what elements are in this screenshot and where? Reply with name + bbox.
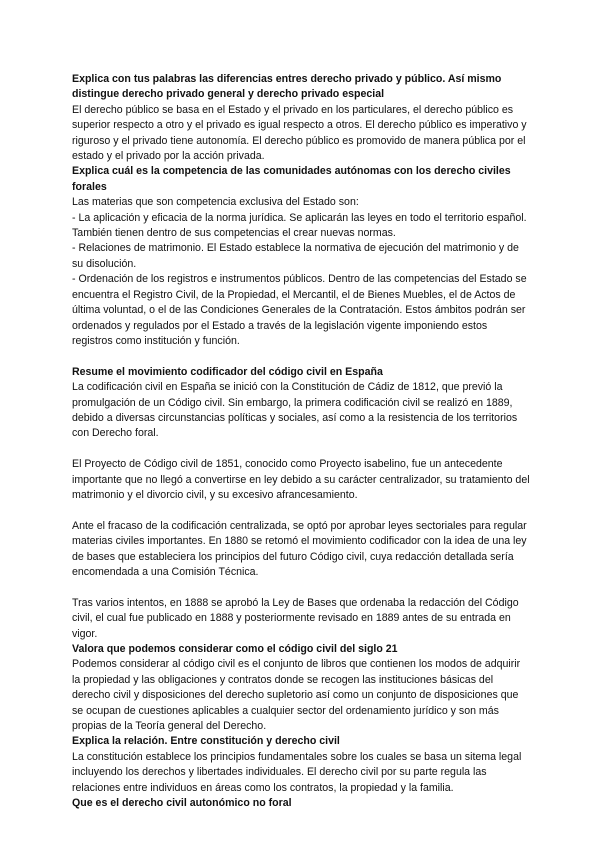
- question-heading: Resume el movimiento codificador del código civil en España: [72, 365, 383, 378]
- answer-paragraph: Tras varios intentos, en 1888 se aprobó la Ley de Bases que ordenaba la redacción del Código civil, el cual fue publicado en 1888 y posteriormente revisado en 1889 antes de su entrada en vigor.: [72, 596, 519, 640]
- section-civil-code-21st-century: [72, 642, 530, 734]
- blank-line: [72, 580, 530, 595]
- section-constitution-civil-law: [72, 734, 530, 796]
- answer-paragraph: La codificación civil en España se inició con la Constitución de Cádiz de 1812, que previó la promulgación de un Código civil. Sin embargo, la primera codificación civil se realizó en 1889, debido a diversas circunstancias políticas y sociales, así como a la resistencia de los territorios con Derecho foral.: [72, 381, 518, 440]
- answer-list-item: - Ordenación de los registros e instrumentos públicos. Dentro de las competencias del Estado se encuentra el Registro Civil, de la Propiedad, el Mercantil, el de Bienes Muebles, el de Actos de última voluntad, o el de las Condiciones Generales de la Contratación. Estos ámbitos podrán ser ordenados y regulados por el Estado a través de la legislación vigente imponiendo estos registros como institución y función.: [72, 273, 527, 347]
- section-autonomous-non-foral-law: [72, 796, 530, 811]
- document-page: [72, 72, 530, 811]
- answer-paragraph: La constitución establece los principios fundamentales sobre los cuales se basa un sitema legal incluyendo los derechos y libertades individuales. El derecho civil por su parte regula las relaciones entre individuos en áreas como los contratos, la propiedad y la familia.: [72, 750, 522, 794]
- question-heading: Explica la relación. Entre constitución y derecho civil: [72, 735, 340, 748]
- answer-paragraph: Las materias que son competencia exclusiva del Estado son:: [72, 196, 359, 209]
- answer-paragraph: El derecho público se basa en el Estado y el privado en los particulares, el derecho público es superior respecto a otro y el privado es igual respecto a otros. El derecho público es imperativo y riguroso y el privado tiene autonomía. El derecho público es promovido de manera pública por el estado y el privado por la acción privada.: [72, 103, 527, 163]
- question-heading: Valora que podemos considerar como el código civil del siglo 21: [72, 642, 398, 655]
- answer-list-item: - Relaciones de matrimonio. El Estado establece la normativa de ejecución del matrimonio y de su disolución.: [72, 242, 519, 270]
- blank-line: [72, 503, 530, 518]
- section-codification-movement: [72, 365, 530, 642]
- question-heading: Explica cuál es la competencia de las comunidades autónomas con los derecho civiles forales: [72, 165, 511, 193]
- section-autonomous-competence: [72, 164, 530, 349]
- answer-paragraph: Ante el fracaso de la codificación centralizada, se optó por aprobar leyes sectoriales para regular materias civiles importantes. En 1880 se retomó el movimiento codificador con la idea de una ley de bases que estableciera los principios del futuro Código civil, cuya redacción detallada sería encomendada a una Comisión Técnica.: [72, 519, 527, 578]
- answer-paragraph: El Proyecto de Código civil de 1851, conocido como Proyecto isabelino, fue un antecedente importante que no llegó a convertirse en ley debido a su carácter centralizador, su tratamiento del matrimonio y el divorcio civil, y su excesivo afrancesamiento.: [72, 458, 530, 501]
- question-heading: Explica con tus palabras las diferencias entres derecho privado y público. Así mismo distingue derecho privado general y derecho privado especial: [72, 73, 502, 101]
- section-public-private-law: [72, 72, 530, 164]
- blank-line: [72, 349, 530, 364]
- question-heading: Que es el derecho civil autonómico no foral: [72, 797, 292, 810]
- answer-paragraph: Podemos considerar al código civil es el conjunto de libros que contienen los modos de adquirir la propiedad y las obligaciones y contratos donde se recogen las instituciones básicas del derecho civil y disposiciones del derecho supletorio así como un conjunto de disposiciones que se ocupan de cuestiones aplicables a cualquier sector del ordenamiento jurídico y son más propias de la Teoría general del Derecho.: [72, 658, 521, 732]
- answer-list-item: - La aplicación y eficacia de la norma jurídica. Se aplicarán las leyes en todo el territorio español. También tienen dentro de sus competencias el crear nuevas normas.: [72, 211, 527, 240]
- blank-line: [72, 442, 530, 457]
